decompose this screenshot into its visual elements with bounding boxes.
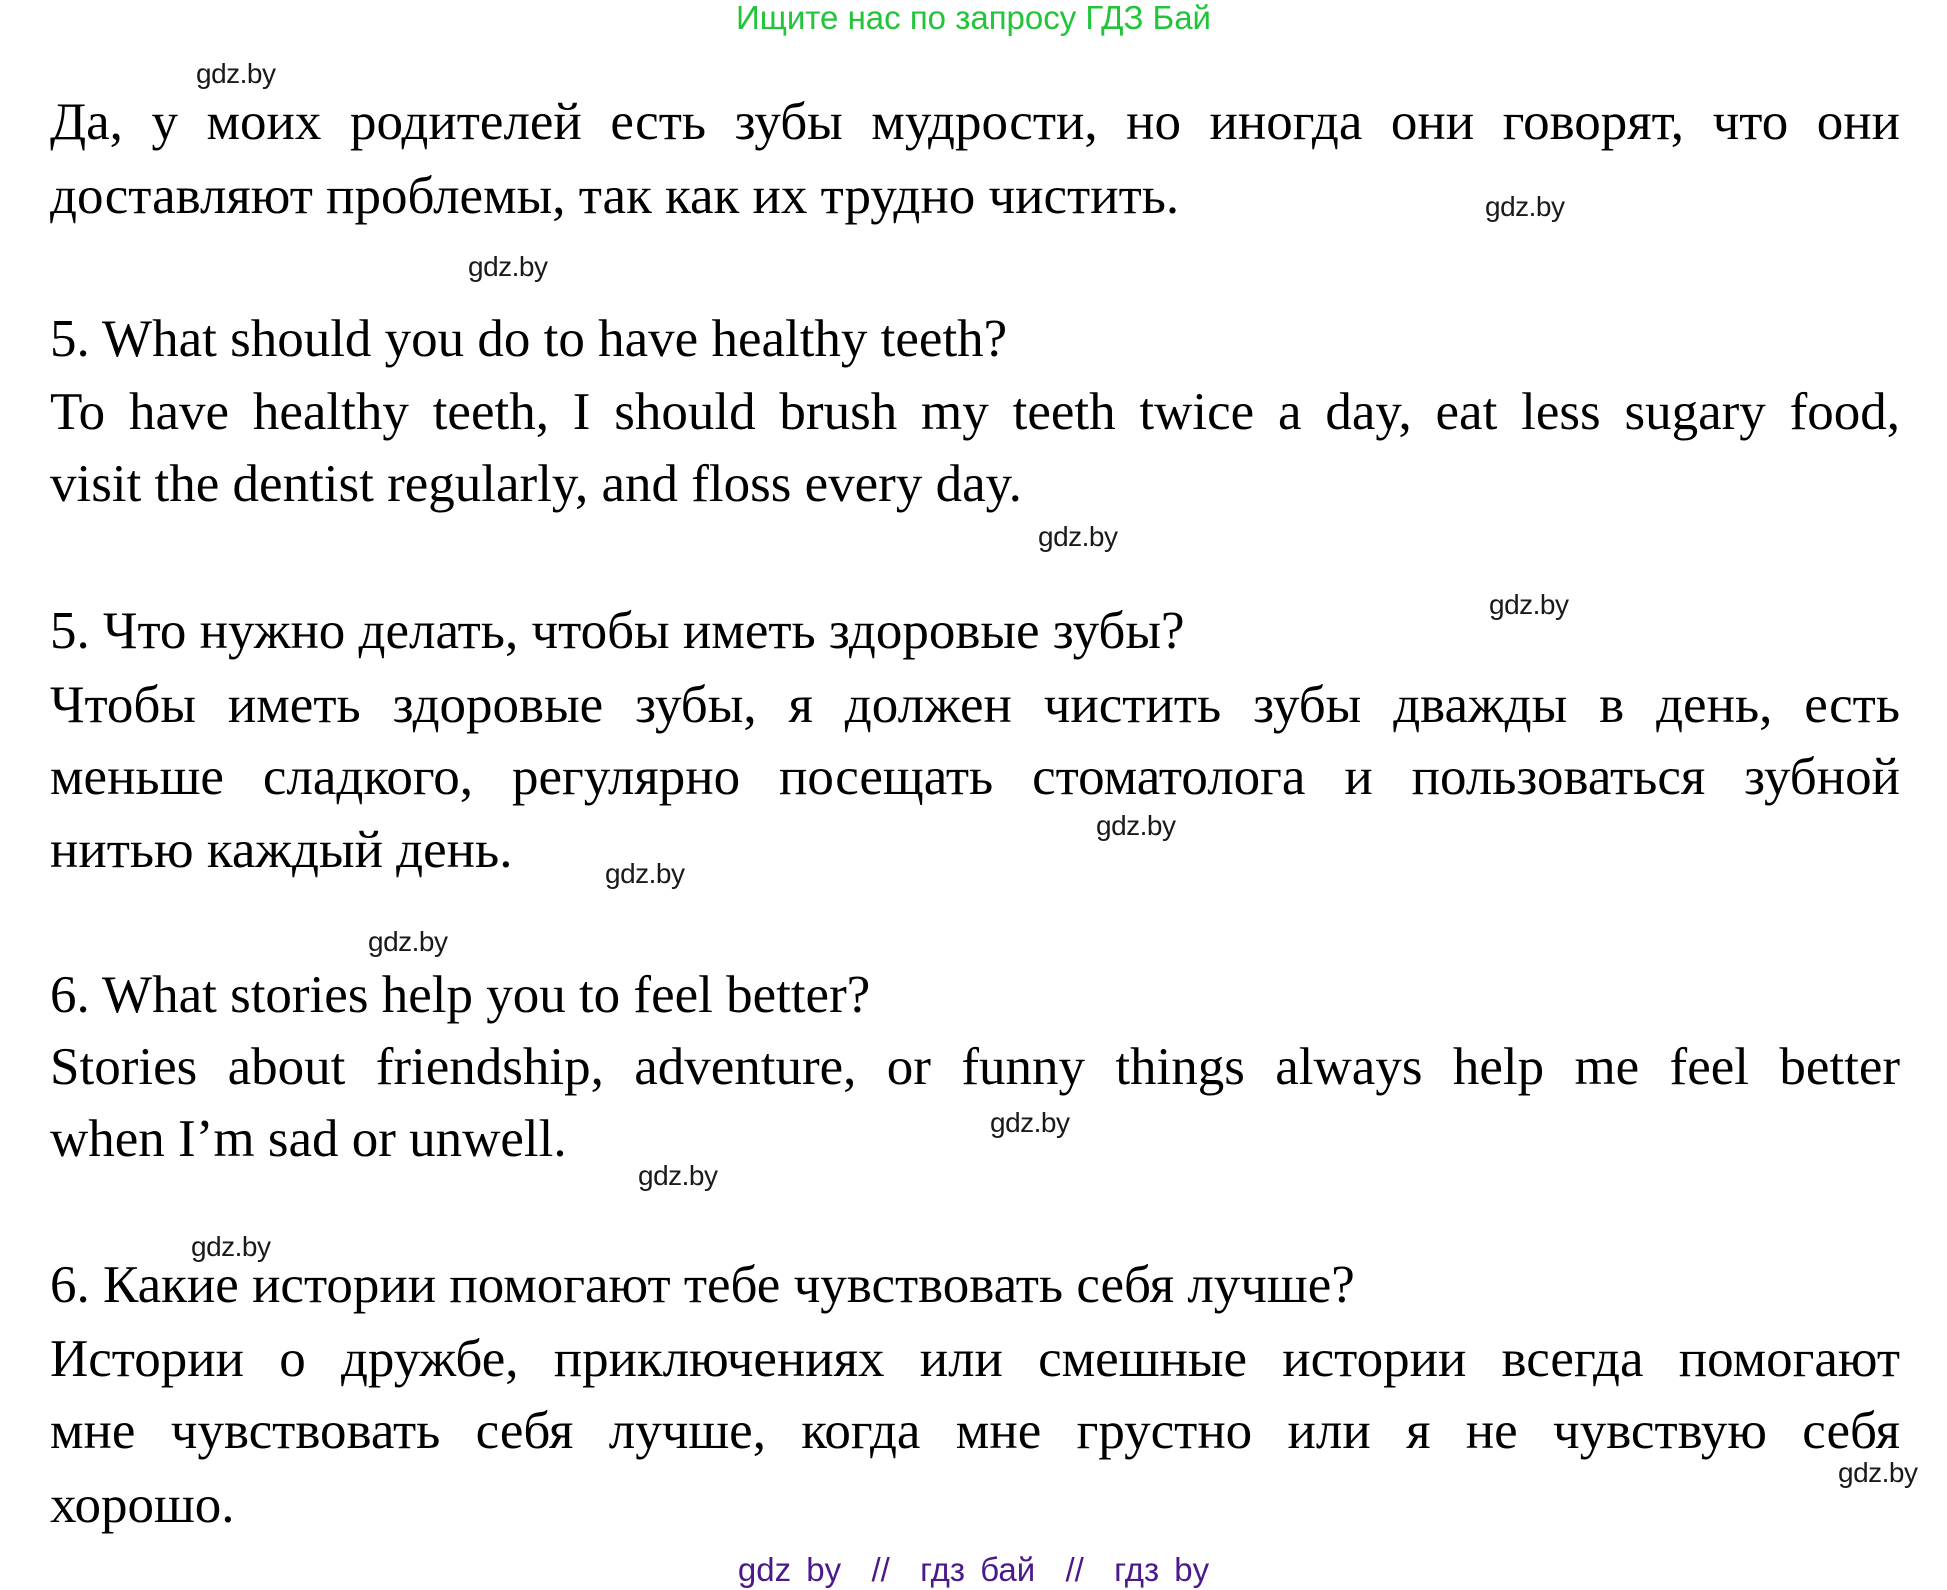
watermark: gdz.by bbox=[638, 1160, 718, 1191]
watermark: gdz.by bbox=[196, 58, 276, 89]
answer-6-ru-line-3: хорошо. bbox=[50, 1476, 235, 1534]
watermark: gdz.by bbox=[368, 926, 448, 957]
question-6-en: 6. What stories help you to feel better? bbox=[50, 966, 871, 1024]
footer-site-links: gdz by // гдз бай // гдз by bbox=[737, 1551, 1210, 1588]
watermark: gdz.by bbox=[990, 1107, 1070, 1138]
question-5-en: 5. What should you do to have healthy teeth? bbox=[50, 310, 1008, 368]
search-hint-banner: Ищите нас по запросу ГДЗ Бай bbox=[736, 0, 1211, 36]
answer-6-en-line-1: Stories about friendship, adventure, or funny things always help me feel better bbox=[50, 1038, 1900, 1096]
watermark: gdz.by bbox=[1485, 191, 1565, 222]
answer-5-ru-line-2: меньше сладкого, регулярно посещать стоматолога и пользоваться зубной bbox=[50, 748, 1900, 806]
answer-6-en-line-2: when I’m sad or unwell. bbox=[50, 1110, 567, 1168]
watermark: gdz.by bbox=[191, 1231, 271, 1262]
answer-4-ru-line-2: доставляют проблемы, так как их трудно чистить. bbox=[50, 167, 1180, 225]
answer-5-ru-line-3: нитью каждый день. bbox=[50, 821, 513, 879]
watermark: gdz.by bbox=[1838, 1457, 1918, 1488]
watermark: gdz.by bbox=[605, 858, 685, 889]
watermark: gdz.by bbox=[468, 251, 548, 282]
answer-5-en-line-1: To have healthy teeth, I should brush my teeth twice a day, eat less sugary food, bbox=[50, 383, 1900, 441]
answer-6-ru-line-2: мне чувствовать себя лучше, когда мне грустно или я не чувствую себя bbox=[50, 1402, 1900, 1460]
answer-6-ru-line-1: Истории о дружбе, приключениях или смешные истории всегда помогают bbox=[50, 1330, 1900, 1388]
question-5-ru: 5. Что нужно делать, чтобы иметь здоровые зубы? bbox=[50, 602, 1185, 660]
watermark: gdz.by bbox=[1038, 521, 1118, 552]
question-6-ru: 6. Какие истории помогают тебе чувствовать себя лучше? bbox=[50, 1256, 1355, 1314]
answer-5-en-line-2: visit the dentist regularly, and floss every day. bbox=[50, 455, 1022, 513]
answer-4-ru-line-1: Да, у моих родителей есть зубы мудрости, но иногда они говорят, что они bbox=[50, 93, 1900, 151]
watermark: gdz.by bbox=[1489, 589, 1569, 620]
watermark: gdz.by bbox=[1096, 810, 1176, 841]
answer-5-ru-line-1: Чтобы иметь здоровые зубы, я должен чистить зубы дважды в день, есть bbox=[50, 676, 1900, 734]
